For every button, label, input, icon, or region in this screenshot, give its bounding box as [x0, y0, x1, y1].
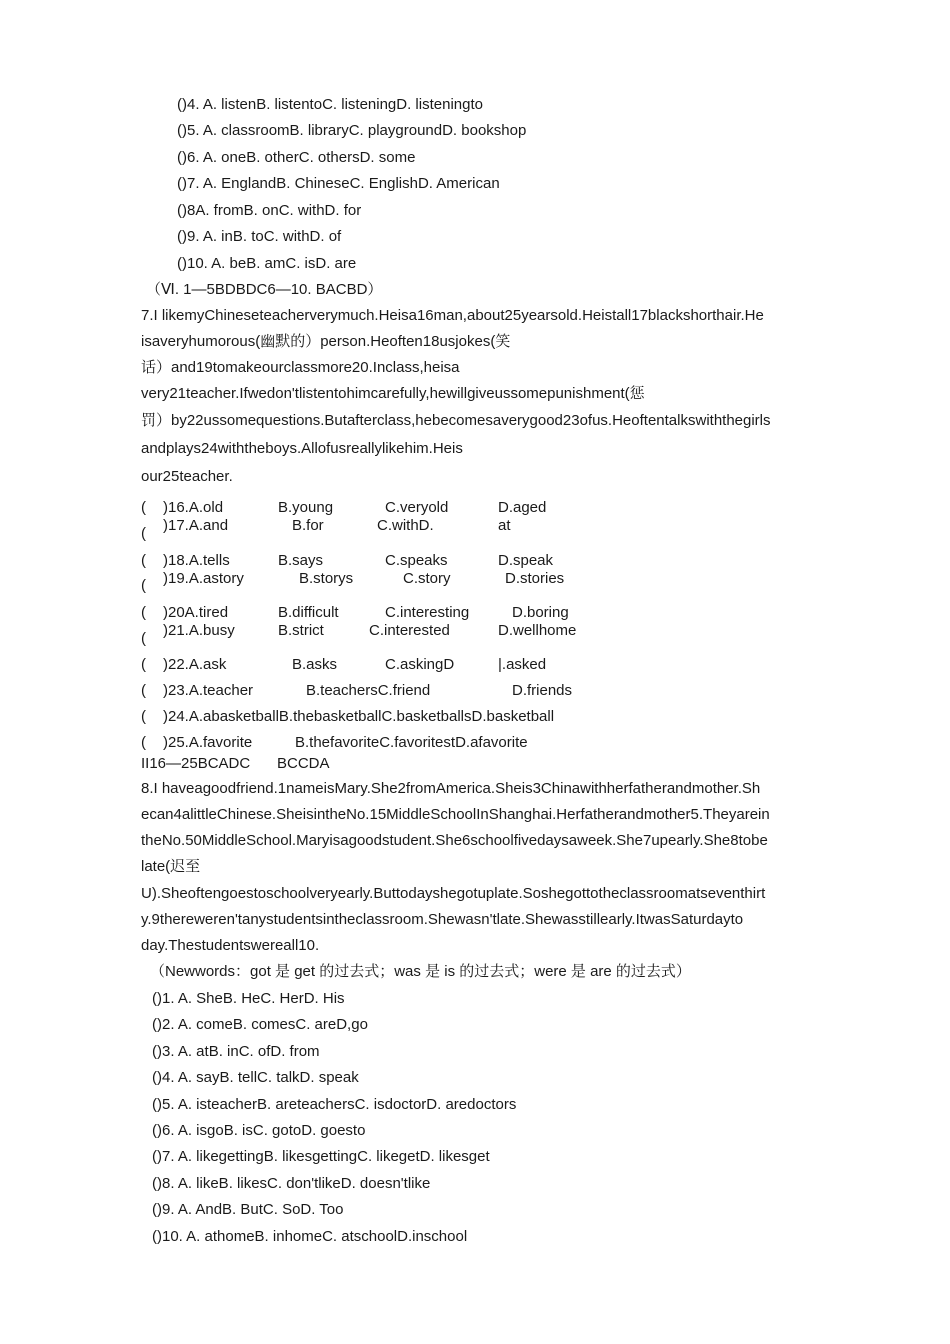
question-number: )21.A.busy — [163, 622, 235, 639]
paren-mark: ( — [141, 708, 146, 725]
question-item: ()6. A. isgoB. isC. gotoD. goesto — [152, 1122, 366, 1139]
paren-mark: ( — [141, 734, 146, 751]
question-number: )18.A.tells — [163, 552, 230, 569]
option-b: B.thefavoriteC.favoritestD.afavorite — [295, 734, 528, 751]
passage-line: isaveryhumorous(幽默的）person.Heoften18usjokes(笑 — [141, 333, 511, 350]
passage-line: our25teacher. — [141, 468, 233, 485]
option-c: C.interesting — [385, 604, 470, 621]
new-words-note: （Newwords：got 是 get 的过去式；was 是 is 的过去式；were 是 are 的过去式） — [150, 963, 691, 980]
option-d: D.friends — [512, 682, 573, 699]
option-b: B.says — [278, 552, 324, 569]
passage-line: day.Thestudentswereall10. — [141, 937, 320, 954]
answer-key: （Ⅵ. 1—5BDBDC6—10. BACBD） — [146, 281, 383, 298]
question-item: ()6. A. oneB. otherC. othersD. some — [177, 149, 416, 166]
answer-key: II16—25BCADC — [141, 755, 251, 772]
passage-line: y.9thereweren'tanystudentsintheclassroom.Shewasn'tlate.Shewasstillearly.ItwasSaturdayto — [141, 911, 744, 928]
option-c: C.askingD — [385, 656, 455, 673]
paren-mark: ( — [141, 630, 146, 647]
option-d: D.speak — [498, 552, 554, 569]
question-number: )24.A.abasketballB.thebasketballC.basketballsD.basketball — [163, 708, 555, 725]
paren-mark: ( — [141, 577, 146, 594]
paren-mark: ( — [141, 552, 146, 569]
option-b: B.for — [292, 517, 324, 534]
option-d: D.boring — [512, 604, 569, 621]
paren-mark: ( — [141, 682, 146, 699]
paren-mark: ( — [141, 525, 146, 542]
option-b: B.asks — [292, 656, 338, 673]
passage-line: 8.I haveagoodfriend.1nameisMary.She2fromAmerica.Sheis3Chinawithherfatherandmother.Sh — [141, 780, 761, 797]
passage-line: 罚）by22ussomequestions.Butafterclass,hebecomesaverygood23ofus.Heoftentalkswiththegirls — [141, 412, 771, 429]
question-item: ()2. A. comeB. comesC. areD,go — [152, 1016, 368, 1033]
question-number: )23.A.teacher — [163, 682, 254, 699]
question-number: )22.A.ask — [163, 656, 227, 673]
passage-line: very21teacher.Ifwedon'tlistentohimcarefully,hewillgiveussomepunishment(惩 — [141, 385, 645, 402]
question-number: )19.A.astory — [163, 570, 244, 587]
question-item: ()4. A. listenB. listentoC. listeningD. listeningto — [177, 96, 483, 113]
question-number: )16.A.old — [163, 499, 224, 516]
option-d: at — [498, 517, 511, 534]
option-b: B.difficult — [278, 604, 339, 621]
question-number: )25.A.favorite — [163, 734, 253, 751]
question-number: )17.A.and — [163, 517, 229, 534]
paren-mark: ( — [141, 499, 146, 516]
paren-mark: ( — [141, 604, 146, 621]
option-d: D.wellhome — [498, 622, 577, 639]
paren-mark: ( — [141, 656, 146, 673]
passage-line: andplays24withtheboys.Allofusreallylikehim.Heis — [141, 440, 463, 457]
question-number: )20A.tired — [163, 604, 229, 621]
option-b: B.storys — [299, 570, 354, 587]
question-item: ()9. A. inB. toC. withD. of — [177, 228, 342, 245]
option-d: |.asked — [498, 656, 547, 673]
option-d: D.aged — [498, 499, 547, 516]
option-c: C.veryold — [385, 499, 449, 516]
option-b: B.strict — [278, 622, 324, 639]
question-item: ()8. A. likeB. likesC. don'tlikeD. doesn'tlike — [152, 1175, 431, 1192]
question-item: ()3. A. atB. inC. ofD. from — [152, 1043, 320, 1060]
question-item: ()10. A. beB. amC. isD. are — [177, 255, 357, 272]
question-item: ()1. A. SheB. HeC. HerD. His — [152, 990, 345, 1007]
passage-line: theNo.50MiddleSchool.Maryisagoodstudent.She6schoolfivedaysaweek.She7upearly.She8tobe — [141, 832, 768, 849]
question-item: ()10. A. athomeB. inhomeC. atschoolD.inschool — [152, 1228, 468, 1245]
answer-key: BCCDA — [277, 755, 330, 772]
passage-line: U).Sheoftengoestoschoolveryearly.Buttodayshegotuplate.Soshegottotheclassroomatseventhirt — [141, 885, 766, 902]
question-item: ()7. A. likegettingB. likesgettingC. likegetD. likesget — [152, 1148, 490, 1165]
question-item: ()8A. fromB. onC. withD. for — [177, 202, 362, 219]
passage-line: 话）and19tomakeourclassmore20.Inclass,heisa — [141, 359, 460, 376]
passage-line: 7.I likemyChineseteacherverymuch.Heisa16man,about25yearsold.Heistall17blackshorthair.He — [141, 307, 764, 324]
option-b: B.teachersC.friend — [306, 682, 431, 699]
option-c: C.interested — [369, 622, 450, 639]
option-c: C.withD. — [377, 517, 434, 534]
option-c: C.speaks — [385, 552, 448, 569]
question-item: ()7. A. EnglandB. ChineseC. EnglishD. American — [177, 175, 500, 192]
question-item: ()9. A. AndB. ButC. SoD. Too — [152, 1201, 344, 1218]
question-item: ()5. A. isteacherB. areteachersC. isdoctorD. aredoctors — [152, 1096, 517, 1113]
passage-line: late(迟至 — [141, 858, 201, 875]
passage-line: ecan4alittleChinese.SheisintheNo.15MiddleSchoolInShanghai.Herfatherandmother5.Theyarein — [141, 806, 770, 823]
option-c: C.story — [403, 570, 451, 587]
question-item: ()4. A. sayB. tellC. talkD. speak — [152, 1069, 359, 1086]
question-item: ()5. A. classroomB. libraryC. playgroundD. bookshop — [177, 122, 527, 139]
option-b: B.young — [278, 499, 334, 516]
option-d: D.stories — [505, 570, 565, 587]
